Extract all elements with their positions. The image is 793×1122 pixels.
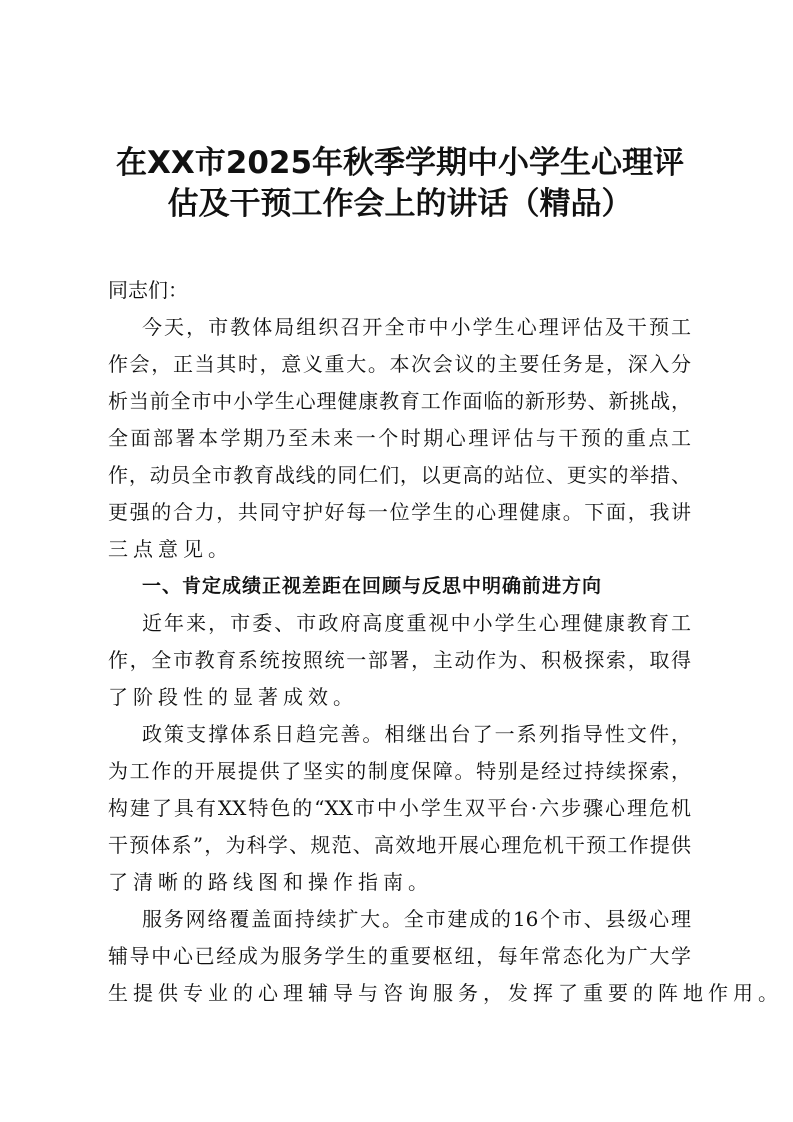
paragraph-line: 更强的合力，共同守护好每一位学生的心理健康。下面，我讲 [108, 500, 691, 524]
paragraph-line: 政策支撑体系日趋完善。相继出台了一系列指导性文件， [142, 722, 691, 746]
paragraph-line: 析当前全市中小学生心理健康教育工作面临的新形势、新挑战， [108, 389, 691, 413]
paragraph-line: 辅导中心已经成为服务学生的重要枢纽，每年常态化为广大学 [108, 944, 691, 968]
paragraph-line: 了阶段性的显著成效。 [108, 685, 358, 709]
paragraph-line: 生提供专业的心理辅导与咨询服务，发挥了重要的阵地作用。 [108, 981, 783, 1005]
document-title [100, 143, 700, 225]
document-body [108, 272, 783, 1012]
greeting: 同志们： [108, 278, 188, 302]
paragraph-line: 今天，市教体局组织召开全市中小学生心理评估及干预工 [142, 315, 691, 339]
title-line-2: 估及干预工作会上的讲话（精品） [167, 186, 633, 222]
paragraph-line: 全面部署本学期乃至未来一个时期心理评估与干预的重点工 [108, 426, 691, 450]
paragraph-line: 作，全市教育系统按照统一部署，主动作为、积极探索，取得 [108, 648, 691, 672]
title-line-1: 在XX市2025年秋季学期中小学生心理评 [115, 145, 685, 181]
paragraph-line: 作，动员全市教育战线的同仁们，以更高的站位、更实的举措、 [108, 463, 691, 487]
paragraph-line: 了清晰的路线图和操作指南。 [108, 870, 433, 894]
paragraph-line: 近年来，市委、市政府高度重视中小学生心理健康教育工 [142, 611, 691, 635]
paragraph-line: 为工作的开展提供了坚实的制度保障。特别是经过持续探索， [108, 759, 691, 783]
paragraph-line: 三点意见。 [108, 537, 233, 561]
paragraph-line: 作会，正当其时，意义重大。本次会议的主要任务是，深入分 [108, 352, 691, 376]
paragraph-line: 干预体系”，为科学、规范、高效地开展心理危机干预工作提供 [108, 833, 691, 857]
section-heading: 一、肯定成绩正视差距在回顾与反思中明确前进方向 [142, 575, 603, 597]
paragraph-line: 服务网络覆盖面持续扩大。全市建成的16个市、县级心理 [142, 907, 691, 931]
paragraph-line: 构建了具有XX特色的“XX市中小学生双平台·六步骤心理危机 [108, 796, 691, 820]
